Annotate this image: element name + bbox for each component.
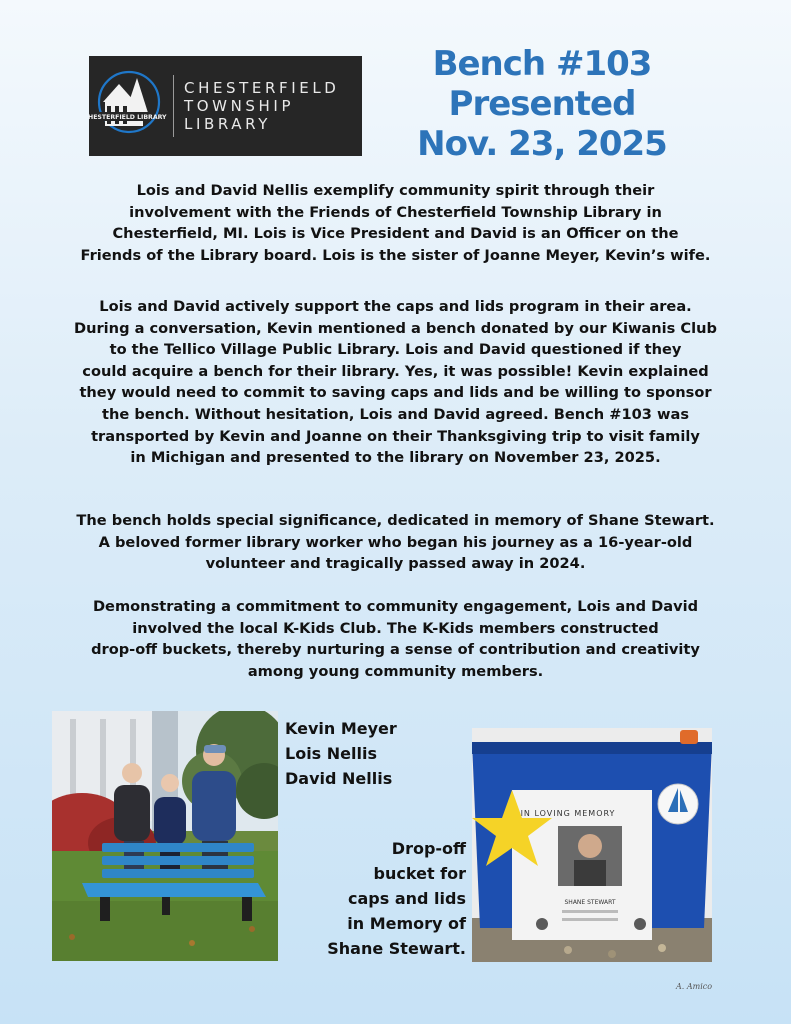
text-line: Lois and David Nellis exemplify community spirit through their <box>136 182 655 199</box>
title-line-3: Nov. 23, 2025 <box>417 124 667 164</box>
page-title <box>392 44 692 164</box>
paragraph-intro <box>40 180 751 266</box>
text-line: the bench. Without hesitation, Lois and David agreed. Bench #103 was <box>101 405 690 423</box>
caption-name: Kevin Meyer <box>285 719 397 738</box>
text-line: could acquire a bench for their library. Yes, it was possible! Kevin explained <box>82 362 709 380</box>
title-line-2: Presented <box>448 84 636 124</box>
text-line: involvement with the Friends of Chesterfield Township Library in <box>129 203 662 221</box>
text-line: Lois and David actively support the caps and lids program in their area. <box>99 298 692 315</box>
caption-line: caps and lids <box>348 889 466 908</box>
text-line: among young community members. <box>247 662 544 680</box>
paragraph-kkids <box>40 596 751 682</box>
paragraph-dedication <box>40 510 751 575</box>
text-line: volunteer and tragically passed away in 2024. <box>205 555 586 573</box>
logo-divider <box>173 75 174 137</box>
text-line: to the Tellico Village Public Library. Lois and David questioned if they <box>109 341 682 359</box>
text-line: drop-off buckets, thereby nurturing a sense of contribution and creativity <box>91 641 700 659</box>
caption-line: Shane Stewart. <box>327 939 466 958</box>
text-line: in Michigan and presented to the library on November 23, 2025. <box>130 449 661 467</box>
logo-mark-text: CHESTERFIELD LIBRARY <box>89 114 167 121</box>
logo-line-2: TOWNSHIP <box>184 97 295 115</box>
artist-signature: A. Amico <box>676 982 713 991</box>
library-building-icon <box>89 56 167 156</box>
text-line: transported by Kevin and Joanne on their Thanksgiving trip to visit family <box>91 427 700 445</box>
caption-line: bucket for <box>373 864 466 883</box>
logo-line-3: LIBRARY <box>184 115 271 133</box>
text-line: they would need to commit to saving caps and lids and be willing to sponsor <box>79 384 712 402</box>
caption-line: in Memory of <box>347 914 466 933</box>
bucket-photo <box>472 728 712 962</box>
text-line: involved the local K-Kids Club. The K-Kids members constructed <box>132 619 659 637</box>
bucket-caption <box>300 836 466 961</box>
caption-name: Lois Nellis <box>285 744 377 763</box>
names-caption <box>285 716 397 791</box>
text-line: Chesterfield, MI. Lois is Vice President and David is an Officer on the <box>112 225 679 243</box>
text-line: Friends of the Library board. Lois is the sister of Joanne Meyer, Kevin’s wife. <box>80 246 711 264</box>
logo-line-1: CHESTERFIELD <box>184 79 340 97</box>
text-line: Demonstrating a commitment to community engagement, Lois and David <box>92 598 699 615</box>
caption-name: David Nellis <box>285 769 393 788</box>
paragraph-program <box>40 296 751 469</box>
text-line: The bench holds special significance, dedicated in memory of Shane Stewart. <box>76 512 715 529</box>
title-line-1: Bench #103 <box>432 44 652 84</box>
bench-photo <box>52 711 278 961</box>
text-line: A beloved former library worker who began his journey as a 16-year-old <box>98 533 693 551</box>
text-line: During a conversation, Kevin mentioned a bench donated by our Kiwanis Club <box>73 319 717 337</box>
library-logo <box>89 56 362 156</box>
memorial-name-text: SHANE STEWART <box>564 899 616 906</box>
memory-text: IN LOVING MEMORY <box>520 809 616 818</box>
caption-line: Drop-off <box>391 839 466 858</box>
logo-text <box>184 79 339 133</box>
